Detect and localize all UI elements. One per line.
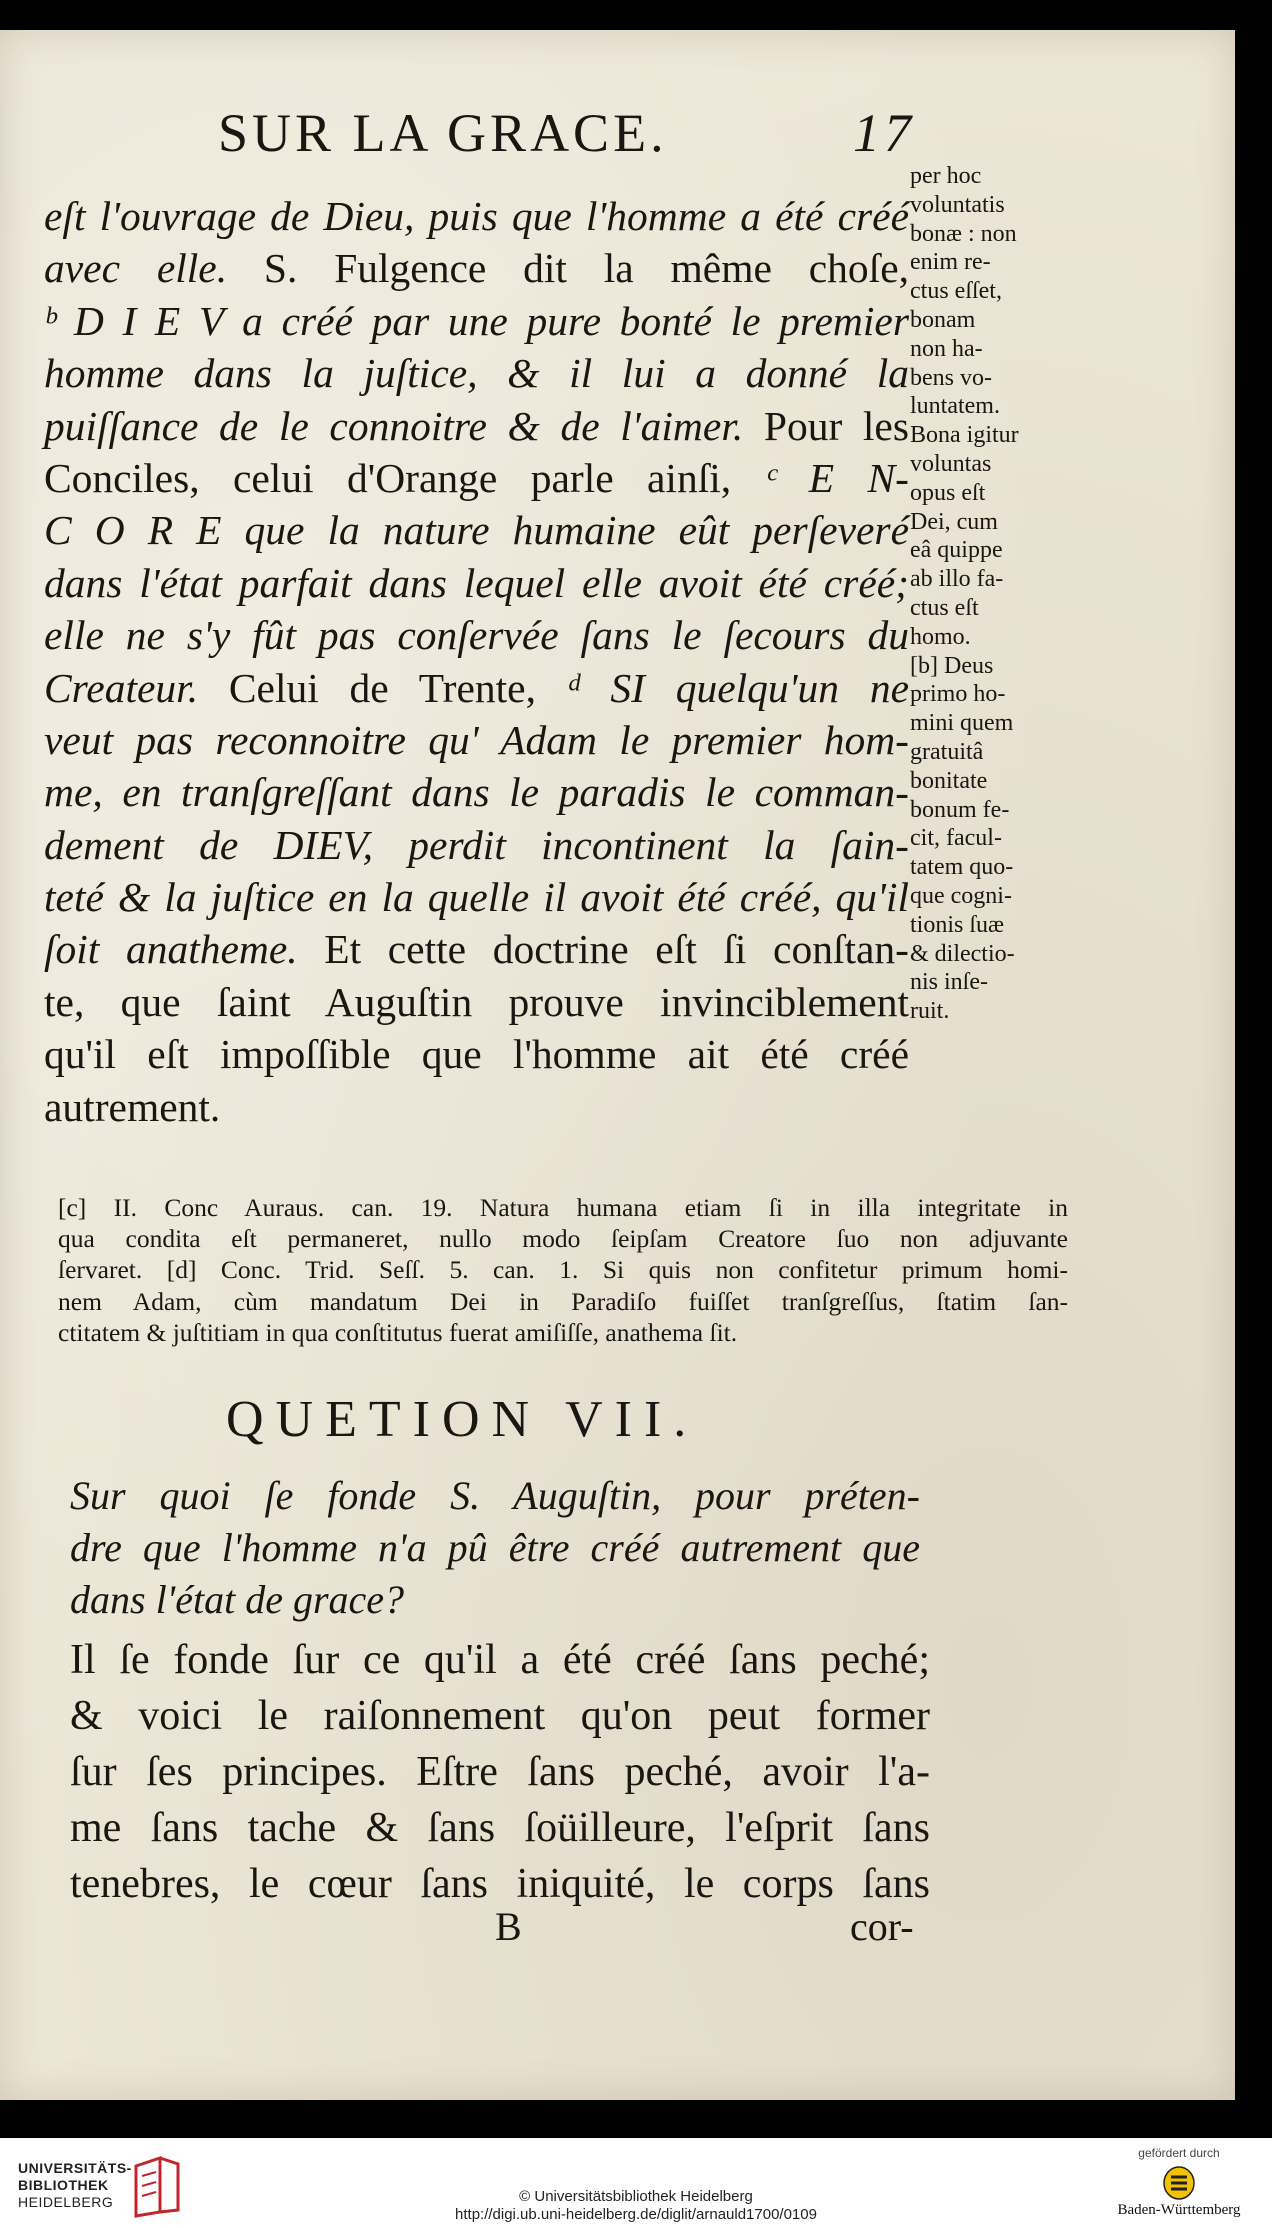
main-text-line	[44, 609, 909, 661]
main-text-segment: Createur.	[44, 664, 199, 711]
margin-note-line: eâ quippe	[910, 537, 1003, 564]
margin-note-line: [b] Deus	[910, 652, 994, 679]
main-text-line	[44, 923, 909, 975]
main-text-line	[44, 1081, 909, 1133]
margin-note-line: tionis ſuæ	[910, 911, 1005, 938]
answer-line: ſur ſes principes. Eſtre ſans peché, avoir l'a-	[70, 1749, 930, 1795]
margin-note-line: non ha-	[910, 335, 983, 362]
main-text-line	[44, 819, 909, 871]
permalink[interactable]: http://digi.ub.uni-heidelberg.de/diglit/arnauld1700/0109	[455, 2206, 817, 2223]
margin-note-line: mini quem	[910, 710, 1014, 737]
main-text-segment: ᵇ D I E V a créé par une pure bonté le premier	[44, 297, 909, 344]
margin-note-line: bonæ : non	[910, 220, 1017, 247]
question-line: dre que l'homme n'a pû être créé autrement que	[70, 1525, 920, 1570]
main-text-line	[44, 190, 909, 242]
main-text-segment: ſoit anatheme.	[44, 926, 298, 973]
main-text-segment: Et cette doctrine eſt ſi conſtan-	[297, 926, 909, 973]
main-text-line	[44, 766, 909, 818]
running-head	[218, 102, 918, 182]
main-text-line	[44, 662, 909, 714]
margin-note-line: luntatem.	[910, 393, 1000, 420]
main-text-line	[44, 242, 909, 294]
margin-note-line: ruit.	[910, 998, 950, 1025]
main-text-line	[44, 714, 909, 766]
answer-line: Il ſe fonde ſur ce qu'il a été créé ſans peché;	[70, 1637, 930, 1683]
main-text-segment: S. Fulgence dit la même choſe,	[227, 245, 909, 292]
margin-note-line: Dei, cum	[910, 508, 998, 535]
funding-logo[interactable]	[1104, 2146, 1254, 2224]
margin-note-line: nis inſe-	[910, 969, 988, 996]
main-text-segment: ᵈ SI quelqu'un ne	[566, 664, 909, 711]
main-text-line	[44, 976, 909, 1028]
question-text	[70, 1470, 920, 1626]
margin-note-line: homo.	[910, 623, 971, 650]
main-text-segment: dement de DIEV, perdit incontinent la ſain-	[44, 821, 909, 868]
main-text-segment: te, que ſaint Auguſtin prouve invinciblement	[44, 978, 909, 1025]
copyright-notice	[0, 2188, 1272, 2224]
crest-icon	[1162, 2166, 1196, 2200]
margin-notes	[910, 162, 1070, 1026]
main-text-segment: avec elle.	[44, 245, 228, 292]
page-number: 17	[853, 103, 915, 163]
margin-note-line: primo ho-	[910, 681, 1006, 708]
main-text-segment: elle ne s'y fût pas conſervée ſans le ſecours du	[44, 612, 909, 659]
margin-note-line: Bona igitur	[910, 422, 1019, 449]
main-text-block	[44, 190, 909, 1133]
margin-note-line: & dilectio-	[910, 940, 1015, 967]
margin-note-line: enim re-	[910, 249, 991, 276]
main-text-segment: dans l'état parfait dans lequel elle avoit été créé;	[44, 559, 909, 606]
footnote-line: ſervaret. [d] Conc. Trid. Seſſ. 5. can. 1. Si quis non confitetur primum homi-	[58, 1255, 1068, 1285]
book-page	[0, 30, 1235, 2100]
main-text-line	[44, 871, 909, 923]
margin-note-line: voluntas	[910, 450, 992, 477]
library-name-line1: UNIVERSITÄTS-	[18, 2160, 132, 2176]
answer-text	[70, 1632, 930, 1912]
library-name-line3: HEIDELBERG	[18, 2194, 114, 2210]
main-text-line	[44, 295, 909, 347]
footer-bar	[0, 2138, 1272, 2228]
main-text-segment: puiſſance de le connoitre & de l'aimer.	[44, 402, 744, 449]
margin-note-line: ctus eſt	[910, 594, 979, 621]
margin-note-line: per hoc	[910, 163, 982, 189]
margin-note-line: bonum fe-	[910, 796, 1010, 823]
main-text-segment: me, en tranſgreſſant dans le paradis le comman-	[44, 769, 909, 816]
margin-note-line: que cogni-	[910, 882, 1012, 909]
margin-note-line: ctus eſſet,	[910, 278, 1002, 305]
signature-mark: B	[495, 1904, 522, 1949]
main-text-segment: Celui de Trente,	[198, 664, 567, 711]
margin-note-line: ab illo fa-	[910, 566, 1004, 593]
main-text-segment: teté & la juſtice en la quelle il avoit été créé, qu'il	[44, 874, 909, 921]
library-name-line2: BIBLIOTHEK	[18, 2177, 109, 2193]
main-text-segment: ᶜ E N-	[764, 454, 909, 501]
running-head-title: SUR LA GRACE.	[218, 103, 668, 163]
answer-line: me ſans tache & ſans ſoüilleure, l'eſprit ſans	[70, 1805, 930, 1851]
question-heading: QUETION VII.	[226, 1391, 699, 1448]
main-text-segment: homme dans la juſtice, & il lui a donné la	[44, 350, 909, 397]
footnotes	[58, 1192, 1068, 1348]
answer-line: tenebres, le cœur ſans iniquité, le corps ſans	[70, 1861, 930, 1907]
main-text-segment: autrement.	[44, 1083, 221, 1130]
margin-note-line: gratuitâ	[910, 738, 984, 765]
margin-note-line: bonam	[910, 306, 976, 333]
main-text-segment: veut pas reconnoitre qu' Adam le premier hom-	[44, 716, 909, 763]
catchword: cor-	[850, 1904, 914, 1949]
question-line: dans l'état de grace?	[70, 1577, 405, 1622]
funder-name: Baden-Württemberg	[1117, 2202, 1241, 2218]
margin-note-line: voluntatis	[910, 191, 1005, 218]
answer-line: & voici le raiſonnement qu'on peut former	[70, 1693, 930, 1739]
footnote-line: [c] II. Conc Auraus. can. 19. Natura humana etiam ſi in illa integritate in	[58, 1193, 1068, 1222]
margin-note-line: opus eſt	[910, 479, 986, 506]
main-text-line	[44, 504, 909, 556]
margin-note-line: cit, facul-	[910, 825, 1002, 852]
main-text-segment: Pour les	[743, 402, 909, 449]
main-text-line	[44, 557, 909, 609]
margin-note-line: bens vo-	[910, 364, 992, 391]
footnote-line: nem Adam, cùm mandatum Dei in Paradiſo fuiſſet tranſgreſſus, ſtatim ſan-	[58, 1286, 1068, 1316]
margin-note-line: bonitate	[910, 767, 988, 794]
footnote-line: qua condita eſt permaneret, nullo modo ſeipſam Creatore ſuo non adjuvante	[58, 1224, 1068, 1254]
main-text-line	[44, 1028, 909, 1080]
margin-note-line: tatem quo-	[910, 854, 1014, 881]
main-text-segment: C O R E que la nature humaine eût perſeveré	[44, 507, 909, 554]
copyright-text: © Universitätsbibliothek Heidelberg	[519, 2188, 753, 2205]
main-text-line	[44, 347, 909, 399]
main-text-segment: Conciles, celui d'Orange parle ainſi,	[44, 454, 765, 501]
main-text-line	[44, 400, 909, 452]
footnote-line: ctitatem & juſtitiam in qua conſtitutus fuerat amiſiſſe, anathema ſit.	[58, 1317, 738, 1347]
main-text-segment: qu'il eſt impoſſible que l'homme ait été créé	[44, 1031, 909, 1078]
main-text-line	[44, 452, 909, 504]
funded-by-label: gefördert durch	[1138, 2146, 1220, 2160]
question-line: Sur quoi ſe fonde S. Auguſtin, pour préten-	[70, 1473, 920, 1518]
main-text-segment: eſt l'ouvrage de Dieu, puis que l'homme a été créé	[44, 193, 909, 239]
